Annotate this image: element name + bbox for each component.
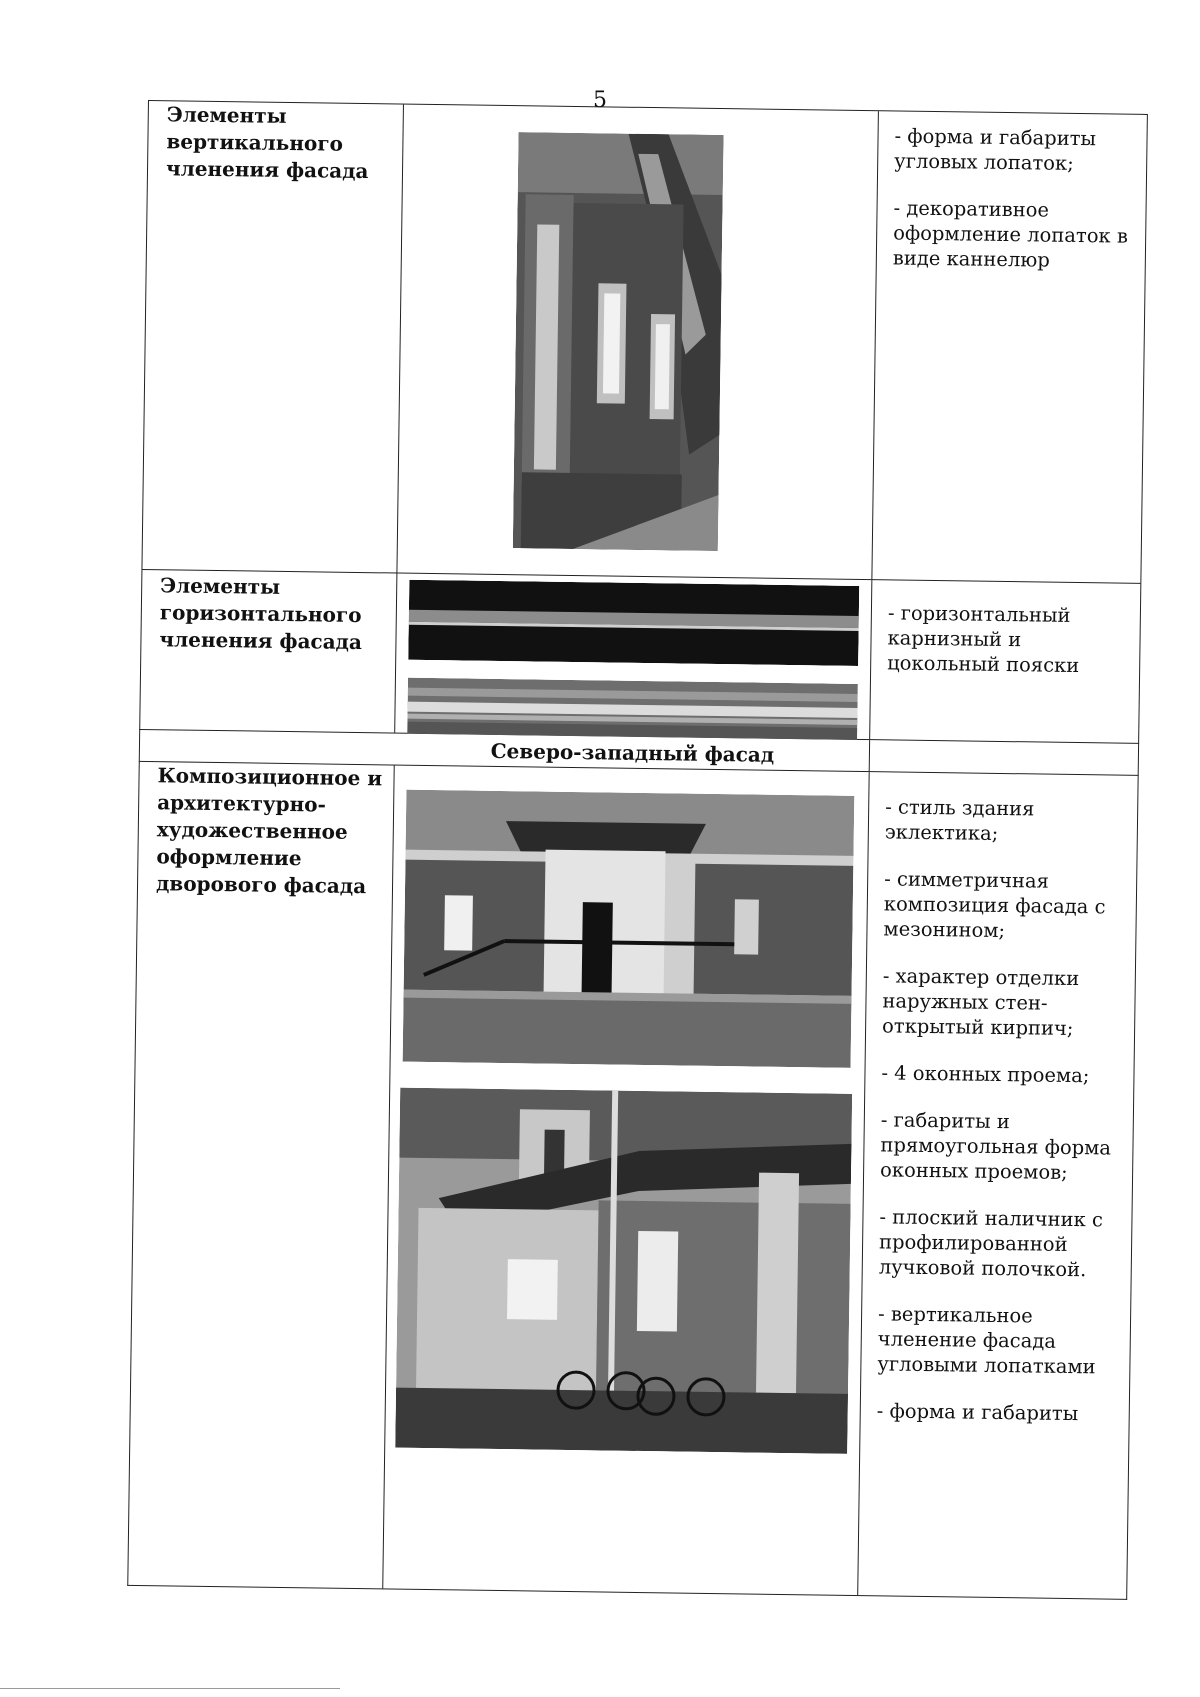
description-cell bbox=[870, 580, 1139, 743]
row-label: Композиционное и архитектурно-художественное оформление дворового фасада bbox=[155, 763, 383, 899]
plinth-band-photo bbox=[407, 678, 858, 740]
description-item: - вертикальное членение фасада угловыми лопатками bbox=[877, 1302, 1096, 1379]
label-cell bbox=[128, 762, 394, 1588]
table-row bbox=[127, 762, 1138, 1600]
cornice-band-photo bbox=[408, 580, 859, 666]
description-item: - форма и габариты угловых лопаток; bbox=[894, 124, 1097, 175]
description-item: - характер отделки наружных стен- открытый кирпич; bbox=[881, 964, 1080, 1041]
table-row bbox=[141, 100, 1147, 584]
description-item: - габариты и прямоугольная форма оконных проемов; bbox=[879, 1108, 1112, 1184]
row-label: Элементы вертикального членения фасада bbox=[165, 102, 369, 184]
photo-cell bbox=[397, 105, 878, 580]
page-number: 5 bbox=[593, 88, 607, 113]
footer-rule bbox=[0, 1688, 340, 1689]
facade-with-bicycles-photo bbox=[395, 1088, 852, 1454]
description-item: - декоративное оформление лопаток в виде каннелюр bbox=[892, 196, 1129, 272]
description-item: - форма и габариты bbox=[876, 1399, 1079, 1426]
facade-elements-table bbox=[127, 100, 1148, 1600]
photo-cell bbox=[395, 574, 872, 740]
description-item: - симметричная композиция фасада с мезонином; bbox=[883, 867, 1106, 943]
description-item: - горизонтальный карнизный и цокольный пояски bbox=[887, 601, 1080, 678]
label-cell bbox=[142, 101, 404, 573]
label-cell bbox=[140, 570, 397, 733]
description-item: - 4 оконных проема; bbox=[881, 1061, 1090, 1088]
description-cell bbox=[858, 772, 1136, 1599]
building-corner-pilaster-photo bbox=[513, 132, 724, 551]
description-item: - стиль здания эклектика; bbox=[884, 795, 1035, 845]
courtyard-facade-photo bbox=[403, 790, 855, 1068]
table-row bbox=[139, 570, 1141, 744]
row-label: Элементы горизонтального членения фасада bbox=[159, 573, 363, 655]
description-cell bbox=[872, 111, 1146, 583]
section-title: Северо-западный фасад bbox=[490, 738, 775, 767]
photo-cell bbox=[383, 766, 869, 1596]
description-item: - плоский наличник с профилированной лучковой полочкой. bbox=[878, 1205, 1104, 1282]
